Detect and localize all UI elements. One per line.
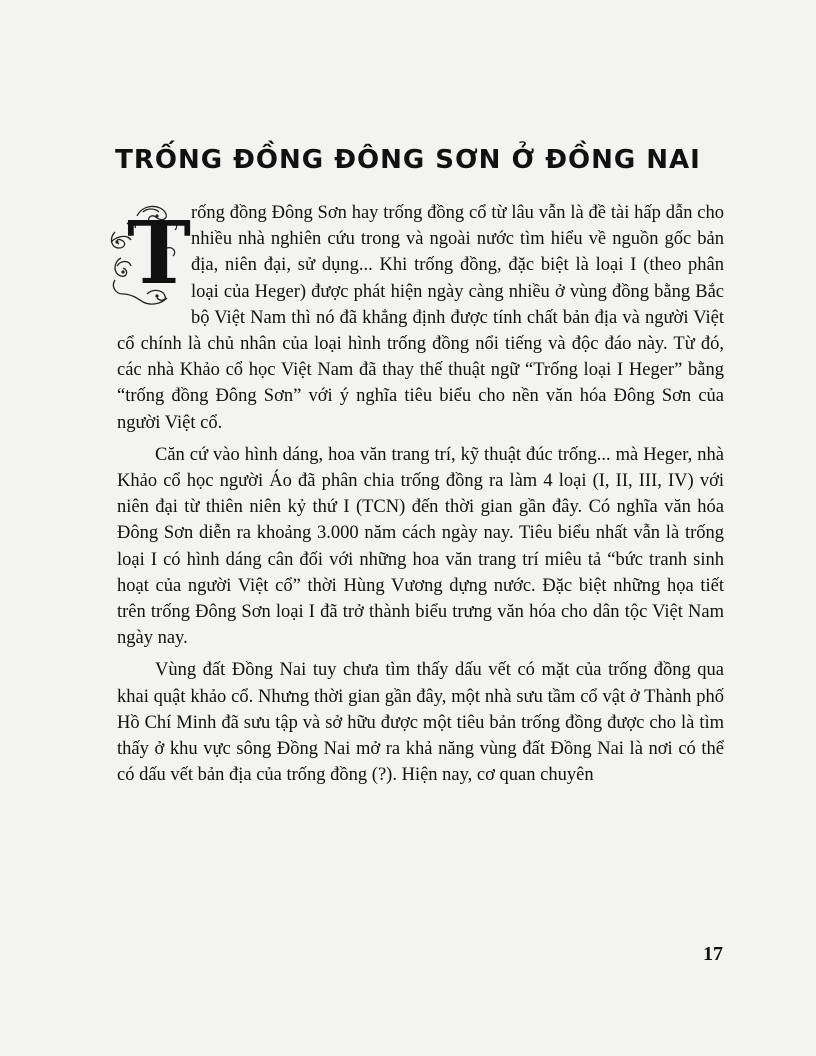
paragraph-3: Vùng đất Đồng Nai tuy chưa tìm thấy dấu vết có mặt của trống đồng qua khai quật khảo cổ. Nhưng thời gian gần đây, một nhà sưu tầm cổ vật ở Thành phố Hồ Chí Minh đã sưu tập và sở hữu được một tiêu bản trống đồng được cho là tìm thấy ở khu vực sông Đồng Nai mở ra khả năng vùng đất Đồng Nai là nơi có thể có dấu vết bản địa của trống đồng (?). Hiện nay, cơ quan chuyên bbox=[117, 660, 724, 786]
dropcap-letter: T bbox=[127, 203, 191, 304]
paragraph-2: Căn cứ vào hình dáng, hoa văn trang trí, kỹ thuật đúc trống... mà Heger, nhà Khảo cổ học người Áo đã phân chia trống đồng ra làm 4 loại (I, II, III, IV) với niên đại từ thiên niên kỷ thứ I (TCN) đến thời gian gần đây. Có nghĩa văn hóa Đông Sơn diễn ra khoảng 3.000 năm cách ngày nay. Tiêu biểu nhất vẫn là trống loại I có hình dáng cân đối với những hoa văn trang trí miêu tả “bức tranh sinh hoạt của người Việt cổ” thời Hùng Vương dựng nước. Đặc biệt những họa tiết trên trống Đông Sơn loại I đã trở thành biểu trưng văn hóa cho dân tộc Việt Nam ngày nay. bbox=[117, 444, 724, 649]
paragraph-1-text: rống đồng Đông Sơn hay trống đồng cổ từ lâu vẫn là đề tài hấp dẫn cho nhiều nhà nghiên cứu trong và ngoài nước tìm hiểu về nguồn gốc bản địa, niên đại, sử dụng... Khi trống đồng, đặc biệt là loại I (theo phân loại của Heger) được phát hiện ngày càng nhiều ở vùng đồng bằng Bắc bộ Việt Nam thì nó đã khẳng định được tính chất bản địa và người Việt cổ chính là chủ nhân của loại hình trống đồng nổi tiếng và độc đáo này. Từ đó, các nhà Khảo cổ học Việt Nam đã thay thế thuật ngữ “Trống loại I Heger” bằng “trống đồng Đông Sơn” với ý nghĩa tiêu biểu cho nền văn hóa Đông Sơn của người Việt cổ. bbox=[117, 203, 724, 433]
paragraph-1 bbox=[117, 200, 724, 436]
page-number: 17 bbox=[703, 943, 723, 965]
page-title: TRỐNG ĐỒNG ĐÔNG SƠN Ở ĐỒNG NAI bbox=[115, 145, 701, 175]
body-text bbox=[117, 200, 724, 794]
ornamental-dropcap bbox=[107, 202, 191, 310]
